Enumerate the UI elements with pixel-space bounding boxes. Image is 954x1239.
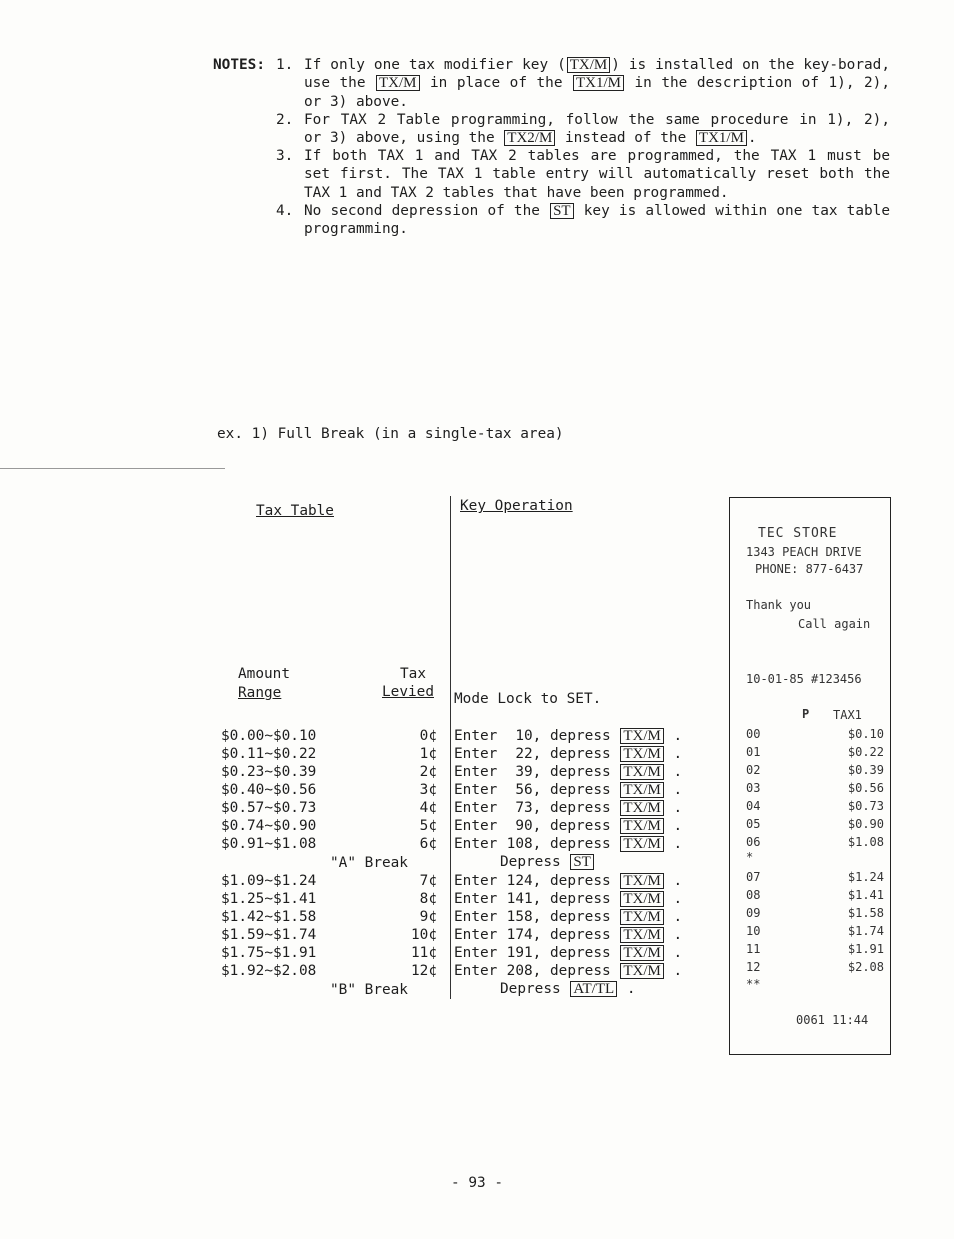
entered-value: 56, bbox=[515, 782, 542, 798]
tax-levied: 5¢ bbox=[419, 818, 437, 834]
note-number: 4. bbox=[276, 203, 294, 219]
receipt-call-again: Call again bbox=[798, 617, 871, 631]
key-operation-step: Enter 124, depress TX/M . bbox=[454, 873, 683, 889]
tax-table-heading: Tax Table bbox=[256, 503, 334, 519]
tax-label: Tax bbox=[400, 666, 426, 682]
receipt-line-amount: $1.74 bbox=[847, 924, 884, 938]
tax-levied: 11¢ bbox=[411, 945, 437, 961]
receipt-line-amount: $0.10 bbox=[847, 727, 884, 741]
receipt-tax-header: TAX1 bbox=[833, 708, 862, 722]
tx-m-key: TX/M bbox=[620, 873, 664, 889]
receipt-line-amount: $1.58 bbox=[847, 906, 884, 920]
receipt-thanks: Thank you bbox=[746, 598, 812, 612]
depress-word: depress bbox=[550, 891, 611, 907]
tax-levied: 9¢ bbox=[419, 909, 437, 925]
tax-range: $0.57~$0.73 bbox=[221, 800, 317, 816]
depress-word: depress bbox=[550, 782, 611, 798]
tax-levied: 10¢ bbox=[411, 927, 437, 943]
receipt-line-code: 07 bbox=[746, 870, 761, 884]
key-operation-step: Enter 39, depress TX/M . bbox=[454, 764, 683, 780]
note-text: For TAX 2 Table programming, follow the same procedure in 1), 2), or 3) above, using the TX2/M instead of the TX1/M . bbox=[304, 112, 890, 147]
enter-word: Enter bbox=[454, 782, 498, 798]
note-text: If only one tax modifier key ( TX/M ) is installed on the key-borad, use the TX/M in place of the TX1/M in the description of 1), 2), or 3) above. bbox=[304, 57, 890, 110]
receipt-line-amount: $1.41 bbox=[847, 888, 884, 902]
key-cap: ST bbox=[550, 203, 574, 219]
depress-word: depress bbox=[550, 746, 611, 762]
enter-word: Enter bbox=[454, 746, 498, 762]
tx-m-key: TX/M bbox=[620, 891, 664, 907]
tax-range: $0.00~$0.10 bbox=[221, 728, 317, 744]
receipt-line-code: 06 bbox=[746, 835, 761, 849]
entered-value: 10, bbox=[515, 728, 542, 744]
tax-range: $1.09~$1.24 bbox=[221, 873, 317, 889]
key-operation-step: Enter 90, depress TX/M . bbox=[454, 818, 683, 834]
tax-range: $1.42~$1.58 bbox=[221, 909, 317, 925]
enter-word: Enter bbox=[454, 963, 498, 979]
tx-m-key: TX/M bbox=[620, 927, 664, 943]
receipt-footer: 0061 11:44 bbox=[796, 1013, 869, 1027]
note-item bbox=[276, 147, 890, 202]
receipt-break-a-mark: * bbox=[746, 850, 754, 864]
notes-label: NOTES: bbox=[213, 57, 265, 73]
tax-range: $0.11~$0.22 bbox=[221, 746, 317, 762]
depress-step: Depress AT/TL . bbox=[500, 981, 636, 997]
depress-word: depress bbox=[550, 836, 611, 852]
receipt-line-amount: $0.56 bbox=[847, 781, 884, 795]
column-divider bbox=[450, 496, 451, 999]
receipt-address: 1343 PEACH DRIVE bbox=[746, 545, 862, 559]
receipt-line-code: 12 bbox=[746, 960, 761, 974]
receipt-line-code: 08 bbox=[746, 888, 761, 902]
note-text: If both TAX 1 and TAX 2 tables are programmed, the TAX 1 must be set first. The TAX 1 table entry will automatically reset both the TAX 1 and TAX 2 tables that have been programmed. bbox=[304, 148, 890, 201]
tx-m-key: TX/M bbox=[620, 782, 664, 798]
tax-levied: 4¢ bbox=[419, 800, 437, 816]
receipt-mode-symbol: P bbox=[802, 707, 810, 721]
enter-word: Enter bbox=[454, 764, 498, 780]
entered-value: 141, bbox=[506, 891, 542, 907]
depress-word: depress bbox=[550, 728, 611, 744]
tax-levied: 7¢ bbox=[419, 873, 437, 889]
receipt-date-line: 10-01-85 #123456 bbox=[746, 672, 862, 686]
receipt-line-code: 01 bbox=[746, 745, 761, 759]
entered-value: 174, bbox=[506, 927, 542, 943]
depress-word: depress bbox=[550, 800, 611, 816]
depress-word: depress bbox=[550, 945, 611, 961]
note-text: No second depression of the ST key is allowed within one tax table programming. bbox=[304, 203, 891, 238]
receipt bbox=[729, 497, 891, 1055]
note-number: 2. bbox=[276, 112, 294, 128]
tax-range: $0.91~$1.08 bbox=[221, 836, 317, 852]
note-number: 1. bbox=[276, 57, 294, 73]
entered-value: 108, bbox=[506, 836, 542, 852]
depress-word: Depress bbox=[500, 854, 561, 870]
tax-levied: 0¢ bbox=[419, 728, 437, 744]
key-operation-heading: Key Operation bbox=[460, 498, 573, 514]
entered-value: 90, bbox=[515, 818, 542, 834]
depress-step bbox=[500, 853, 595, 871]
tax-range: $1.92~$2.08 bbox=[221, 963, 317, 979]
tax-levied: 12¢ bbox=[411, 963, 437, 979]
enter-word: Enter bbox=[454, 728, 498, 744]
example-title: ex. 1) Full Break (in a single-tax area) bbox=[217, 426, 564, 442]
receipt-line-amount: $0.22 bbox=[847, 745, 884, 759]
entered-value: 158, bbox=[506, 909, 542, 925]
note-number: 3. bbox=[276, 148, 294, 164]
entered-value: 73, bbox=[515, 800, 542, 816]
tx-m-key: TX/M bbox=[620, 746, 664, 762]
note-item bbox=[276, 56, 890, 111]
enter-word: Enter bbox=[454, 873, 498, 889]
receipt-line-amount: $1.91 bbox=[847, 942, 884, 956]
receipt-line-code: 11 bbox=[746, 942, 761, 956]
receipt-store-name: TEC STORE bbox=[758, 526, 838, 541]
receipt-line-code: 05 bbox=[746, 817, 761, 831]
receipt-line-amount: $2.08 bbox=[847, 960, 884, 974]
key-operation-step: Enter 191, depress TX/M . bbox=[454, 945, 683, 961]
key-operation-step: Enter 56, depress TX/M . bbox=[454, 782, 683, 798]
entered-value: 39, bbox=[515, 764, 542, 780]
tx-m-key: TX/M bbox=[620, 800, 664, 816]
key-operation-step: Enter 108, depress TX/M . bbox=[454, 836, 683, 852]
enter-word: Enter bbox=[454, 927, 498, 943]
depress-word: depress bbox=[550, 909, 611, 925]
enter-word: Enter bbox=[454, 909, 498, 925]
break-b-label: "B" Break bbox=[330, 982, 408, 998]
depress-word: depress bbox=[550, 963, 611, 979]
st-key: ST bbox=[570, 854, 594, 870]
page-number: - 93 - bbox=[451, 1175, 503, 1191]
mode-lock-instruction: Mode Lock to SET. bbox=[454, 691, 602, 707]
key-operation-step: Enter 208, depress TX/M . bbox=[454, 963, 683, 979]
tx-m-key: TX/M bbox=[620, 764, 664, 780]
receipt-break-b-mark: ** bbox=[746, 977, 761, 991]
receipt-line-amount: $0.39 bbox=[847, 763, 884, 777]
tax-range: $1.59~$1.74 bbox=[221, 927, 317, 943]
tx-m-key: TX/M bbox=[620, 818, 664, 834]
tx-m-key: TX/M bbox=[620, 909, 664, 925]
tx-m-key: TX/M bbox=[620, 945, 664, 961]
receipt-line-code: 04 bbox=[746, 799, 761, 813]
tax-range: $0.74~$0.90 bbox=[221, 818, 317, 834]
receipt-phone: PHONE: 877-6437 bbox=[755, 562, 864, 576]
receipt-line-code: 10 bbox=[746, 924, 761, 938]
enter-word: Enter bbox=[454, 945, 498, 961]
receipt-line-code: 03 bbox=[746, 781, 761, 795]
receipt-line-code: 09 bbox=[746, 906, 761, 920]
enter-word: Enter bbox=[454, 800, 498, 816]
tax-range: $0.40~$0.56 bbox=[221, 782, 317, 798]
receipt-line-code: 02 bbox=[746, 763, 761, 777]
enter-word: Enter bbox=[454, 891, 498, 907]
enter-word: Enter bbox=[454, 818, 498, 834]
tx-m-key: TX/M bbox=[620, 728, 664, 744]
scan-artifact-line bbox=[0, 468, 225, 469]
tax-levied: 6¢ bbox=[419, 836, 437, 852]
tx-m-key: TX/M bbox=[620, 963, 664, 979]
tax-levied: 1¢ bbox=[419, 746, 437, 762]
key-cap: TX1/M bbox=[696, 130, 747, 146]
depress-word: depress bbox=[550, 764, 611, 780]
at-tl-key: AT/TL bbox=[570, 981, 617, 997]
receipt-line-code: 00 bbox=[746, 727, 761, 741]
receipt-line-amount: $1.08 bbox=[847, 835, 884, 849]
entered-value: 22, bbox=[515, 746, 542, 762]
levied-label: Levied bbox=[382, 684, 434, 700]
entered-value: 208, bbox=[506, 963, 542, 979]
amount-label: Amount bbox=[238, 666, 290, 682]
key-operation-step: Enter 10, depress TX/M . bbox=[454, 728, 683, 744]
key-cap: TX2/M bbox=[504, 130, 555, 146]
tax-range: $1.75~$1.91 bbox=[221, 945, 317, 961]
depress-word: Depress bbox=[500, 981, 561, 997]
key-cap: TX/M bbox=[376, 75, 420, 91]
tax-range: $1.25~$1.41 bbox=[221, 891, 317, 907]
range-label: Range bbox=[238, 685, 282, 701]
tax-levied: 2¢ bbox=[419, 764, 437, 780]
enter-word: Enter bbox=[454, 836, 498, 852]
tx-m-key: TX/M bbox=[620, 836, 664, 852]
key-operation-step: Enter 22, depress TX/M . bbox=[454, 746, 683, 762]
note-item bbox=[276, 111, 890, 148]
depress-word: depress bbox=[550, 818, 611, 834]
receipt-line-amount: $1.24 bbox=[847, 870, 884, 884]
receipt-line-amount: $0.90 bbox=[847, 817, 884, 831]
entered-value: 124, bbox=[506, 873, 542, 889]
depress-word: depress bbox=[550, 927, 611, 943]
tax-levied: 8¢ bbox=[419, 891, 437, 907]
tax-range: $0.23~$0.39 bbox=[221, 764, 317, 780]
key-operation-step: Enter 174, depress TX/M . bbox=[454, 927, 683, 943]
note-item bbox=[276, 202, 890, 239]
key-operation-step: Enter 158, depress TX/M . bbox=[454, 909, 683, 925]
depress-word: depress bbox=[550, 873, 611, 889]
break-a-label: "A" Break bbox=[330, 855, 408, 871]
receipt-line-amount: $0.73 bbox=[847, 799, 884, 813]
tax-levied: 3¢ bbox=[419, 782, 437, 798]
key-operation-step: Enter 141, depress TX/M . bbox=[454, 891, 683, 907]
key-operation-step: Enter 73, depress TX/M . bbox=[454, 800, 683, 816]
entered-value: 191, bbox=[506, 945, 542, 961]
key-cap: TX/M bbox=[567, 57, 611, 73]
key-cap: TX1/M bbox=[573, 75, 624, 91]
